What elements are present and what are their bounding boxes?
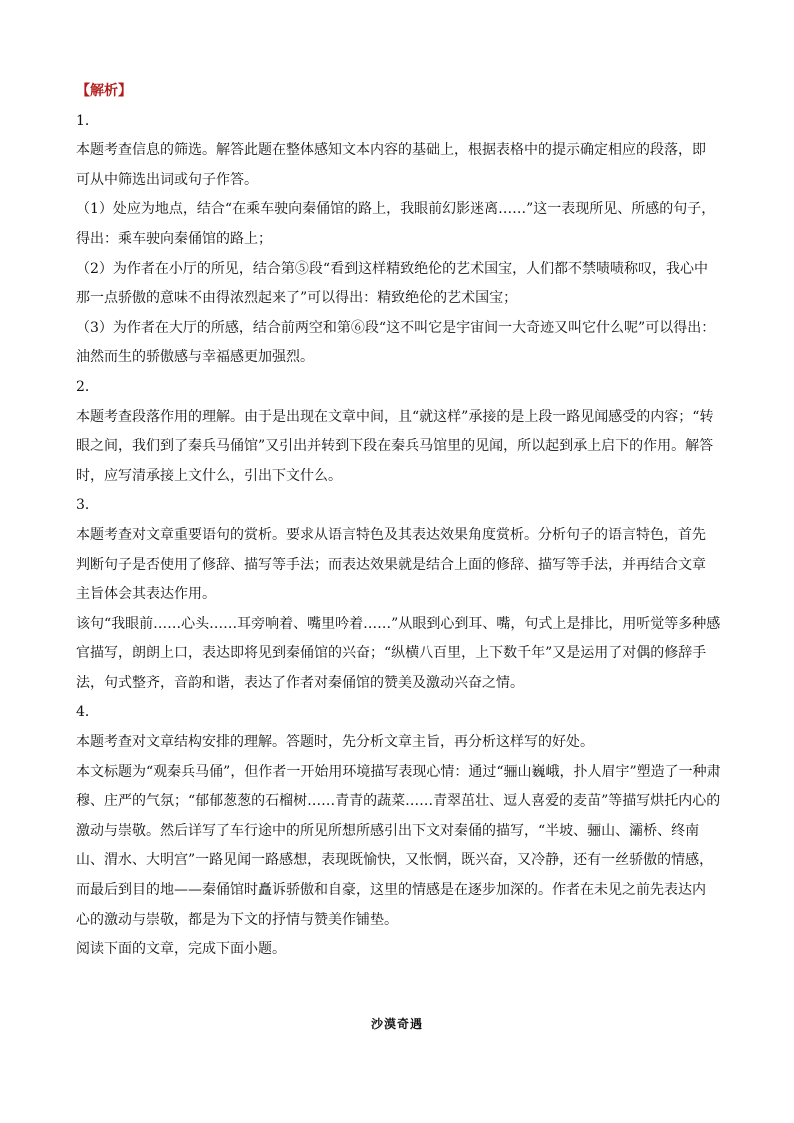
- text-line: （3）为作者在大厅的所感，结合前两空和第⑥段“这不叫它是宇宙间一大奇迹又叫它什么呢”可以得出：: [76, 319, 716, 336]
- analysis-body: [76, 107, 721, 965]
- text-line: 本文标题为“观秦兵马俑”，但作者一开始用环境描写表现心情：通过“骊山巍峨，扑人眉宇”塑造了一种肃: [76, 763, 721, 780]
- text-line: 2．: [76, 378, 99, 395]
- text-line: 法，句式整齐，音韵和谐，表达了作者对秦俑馆的赞美及激动兴奋之情。: [76, 674, 524, 691]
- text-line: 油然而生的骄傲感与幸福感更加强烈。: [76, 349, 314, 366]
- text-line: 判断句子是否使用了修辞、描写等手法；而表达效果就是结合上面的修辞、描写等手法，并再结合文章: [76, 556, 706, 573]
- text-line: 官描写，朗朗上口，表达即将见到秦俑馆的兴奋；“纵横八百里，上下数千年”又是运用了对偶的修辞手: [76, 645, 707, 662]
- text-line: 穆、庄严的气氛；“郁郁葱葱的石榴树……青青的蔬菜……青翠茁壮、逗人喜爱的麦苗”等描写烘托内心的: [76, 793, 721, 810]
- text-line: （2）为作者在小厅的所见，结合第⑤段“看到这样精致绝伦的艺术国宝，人们都不禁啧啧称叹，我心中: [76, 260, 709, 277]
- analysis-section: [76, 77, 721, 965]
- article-title: 沙漠奇遇: [370, 1017, 423, 1031]
- text-line: 阅读下面的文章，完成下面小题。: [76, 941, 286, 958]
- text-line: 本题考查信息的筛选。解答此题在整体感知文本内容的基础上，根据表格中的提示确定相应的段落，即: [76, 142, 706, 159]
- text-line: 可从中筛选出词或句子作答。: [76, 171, 258, 188]
- analysis-heading: 【解析】: [76, 83, 132, 99]
- text-line: （1）处应为地点，结合“在乘车驶向秦俑馆的路上，我眼前幻影迷离……”这一表现所见、所感的句子，: [76, 201, 716, 218]
- text-line: 心的激动与崇敬，都是为下文的抒情与赞美作铺垫。: [76, 911, 398, 928]
- text-line: 山、渭水、大明宫”一路见闻一路感想，表现既愉快，又怅惘，既兴奋，又冷静，还有一丝骄傲的情感，: [76, 852, 714, 869]
- text-line: 主旨体会其表达作用。: [76, 586, 216, 603]
- text-line: 3．: [76, 497, 99, 514]
- text-line: 本题考查对文章结构安排的理解。答题时，先分析文章主旨，再分析这样写的好处。: [76, 734, 594, 751]
- text-line: 而最后到目的地——秦俑馆时矗诉骄傲和自豪，这里的情感是在逐步加深的。作者在未见之前先表达内: [76, 882, 706, 899]
- text-line: 本题考查段落作用的理解。由于是出现在文章中间，且“就这样”承接的是上段一路见闻感受的内容；“转: [76, 408, 714, 425]
- text-line: 本题考查对文章重要语句的赏析。要求从语言特色及其表达效果角度赏析。分析句子的语言特色，首先: [76, 526, 706, 543]
- text-line: 激动与崇敬。然后详写了车行途中的所见所想所感引出下文对秦俑的描写，“半坡、骊山、灞桥、终南: [76, 822, 700, 839]
- text-line: 4．: [76, 704, 99, 721]
- text-line: 该句“我眼前……心头……耳旁响着、嘴里吟着……”从眼到心到耳、嘴，句式上是排比，用听觉等多种感: [76, 615, 721, 632]
- text-line: 时，应写清承接上文什么，引出下文什么。: [76, 467, 342, 484]
- text-line: 那一点骄傲的意味不由得浓烈起来了”可以得出：精致绝伦的艺术国宝；: [76, 290, 518, 307]
- text-line: 1．: [76, 112, 99, 129]
- text-line: 得出：乘车驶向秦俑馆的路上；: [76, 230, 272, 247]
- text-line: 眼之间，我们到了秦兵马俑馆”又引出并转到下段在秦兵马馆里的见闻，所以起到承上启下的作用。解答: [76, 438, 714, 455]
